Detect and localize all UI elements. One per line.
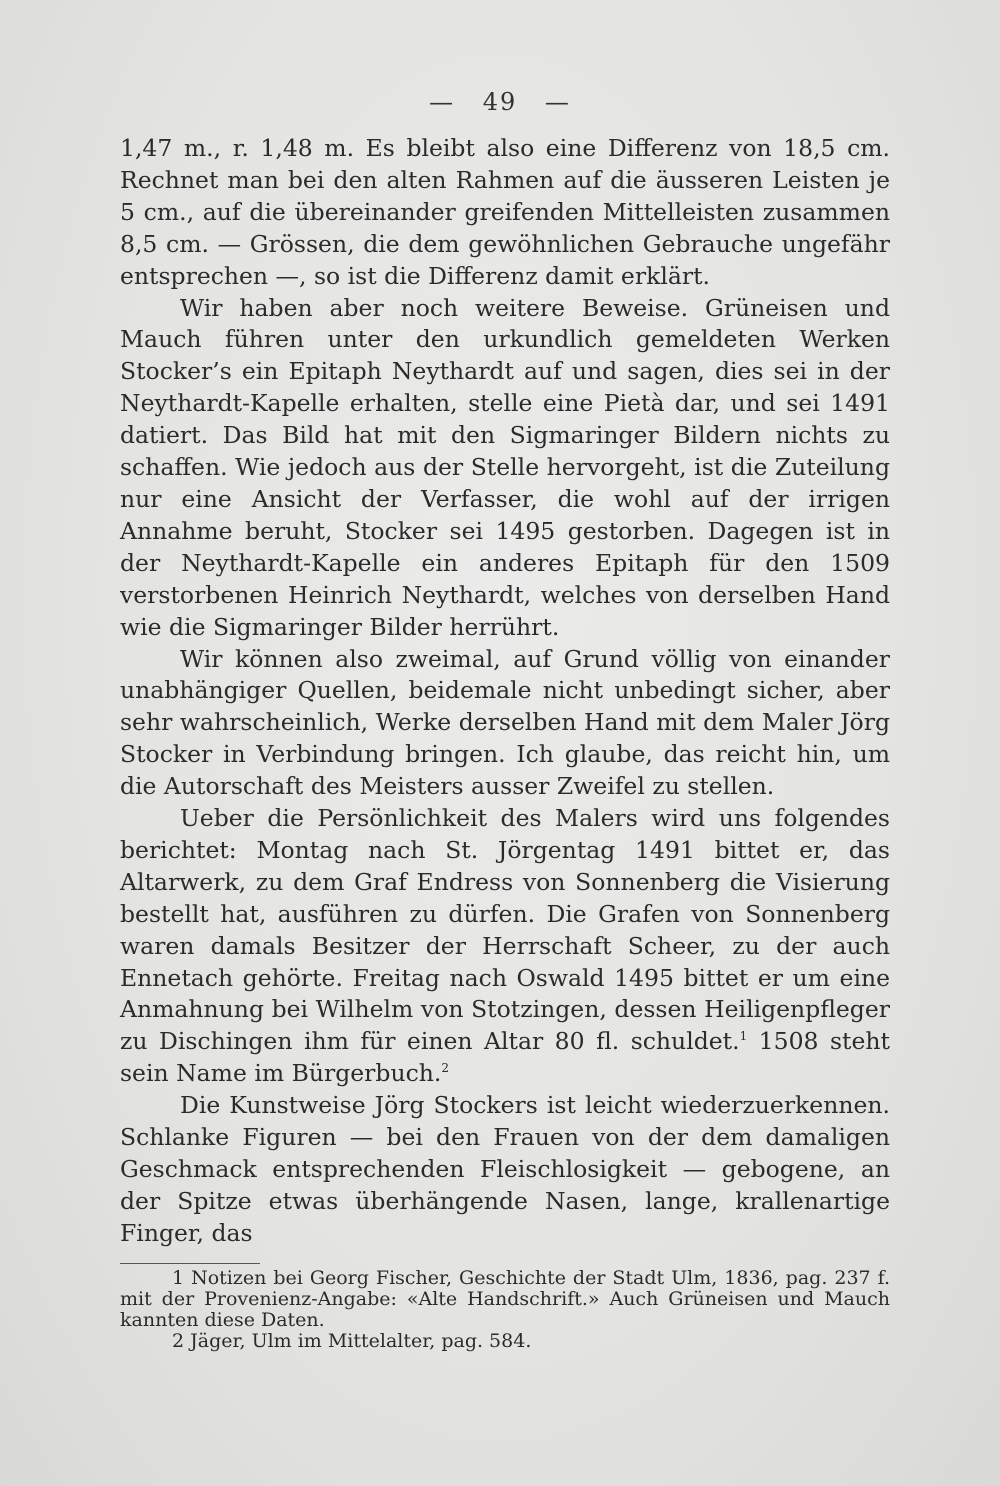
page-number-dash-left: — [429,88,456,116]
footnote-2-text: Jäger, Ulm im Mittelalter, pag. 584. [190,1330,532,1352]
footnote-ref-2: 2 [441,1061,449,1076]
page-number [0,88,1000,116]
footnote-2-marker: 2 [172,1330,185,1352]
paragraph-2: Wir haben aber noch weitere Beweise. Grüneisen und Mauch führen unter den urkundlich gemeldeten Werken Stocker’s ein Epitaph Neythardt auf und sagen, dies sei in der Neythardt-Kapelle erhalten, stelle eine Pietà dar, und sei 1491 datiert. Das Bild hat mit den Sigmaringer Bildern nichts zu schaffen. Wie jedoch aus der Stelle hervorgeht, ist die Zuteilung nur eine Ansicht der Verfasser, die wohl auf der irrigen Annahme beruht, Stocker sei 1495 gestorben. Dagegen ist in der Neythardt-Kapelle ein anderes Epitaph für den 1509 verstorbenen Heinrich Neythardt, welches von derselben Hand wie die Sigmaringer Bilder herrührt. [120,293,890,641]
footnote-ref-1: 1 [739,1029,748,1044]
page-number-dash-right: — [544,88,571,116]
footnote-2 [120,1331,890,1352]
paragraph-5: Die Kunstweise Jörg Stockers ist leicht wiederzuerkennen. Schlanke Figuren — bei den Frauen von der dem damaligen Geschmack entsprechenden Fleischlosigkeit — gebogene, an der Spitze etwas überhängende Nasen, lange, krallenartige Finger, das [120,1091,890,1247]
main-text [120,133,890,1250]
page-number-value: 49 [482,88,518,116]
footnote-1-marker: 1 [172,1267,185,1289]
paragraph-4-text: Ueber die Persönlichkeit des Malers wird uns folgendes berichtet: Montag nach St. Jörgentag 1491 bittet er, das Altarwerk, zu dem Graf Endress von Sonnenberg die Visierung bestellt hat, ausführen zu dürfen. Die Grafen von Sonnenberg waren damals Besitzer der Herrschaft Scheer, zu der auch Ennetach gehörte. Freitag nach Oswald 1495 bittet er um eine Anmahnung bei Wilhelm von Stotzingen, dessen Heiligenpfleger zu Dischingen ihm für einen Altar 80 fl. schuldet. [120,804,890,1056]
paragraph-4 [120,803,890,1090]
footnote-divider [120,1263,260,1264]
footnotes [120,1268,890,1352]
paragraph-4-text-continued: 1508 steht sein Name im Bürgerbuch. [120,1027,890,1088]
footnote-1-text: Notizen bei Georg Fischer, Geschichte der Stadt Ulm, 1836, pag. 237 f. mit der Provenienz-Angabe: «Alte Handschrift.» Auch Grüneisen und Mauch kannten diese Daten. [120,1267,891,1331]
paragraph-1: 1,47 m., r. 1,48 m. Es bleibt also eine Differenz von 18,5 cm. Rechnet man bei den alten Rahmen auf die äusseren Leisten je 5 cm., auf die übereinander greifenden Mittelleisten zusammen 8,5 cm. — Grössen, die dem gewöhnlichen Gebrauche ungefähr entsprechen —, so ist die Differenz damit erklärt. [120,134,890,290]
footnote-1 [120,1268,890,1331]
paragraph-3: Wir können also zweimal, auf Grund völlig von einander unabhängiger Quellen, beidemale nicht unbedingt sicher, aber sehr wahrscheinlich, Werke derselben Hand mit dem Maler Jörg Stocker in Verbindung bringen. Ich glaube, das reicht hin, um die Autorschaft des Meisters ausser Zweifel zu stellen. [120,644,890,801]
